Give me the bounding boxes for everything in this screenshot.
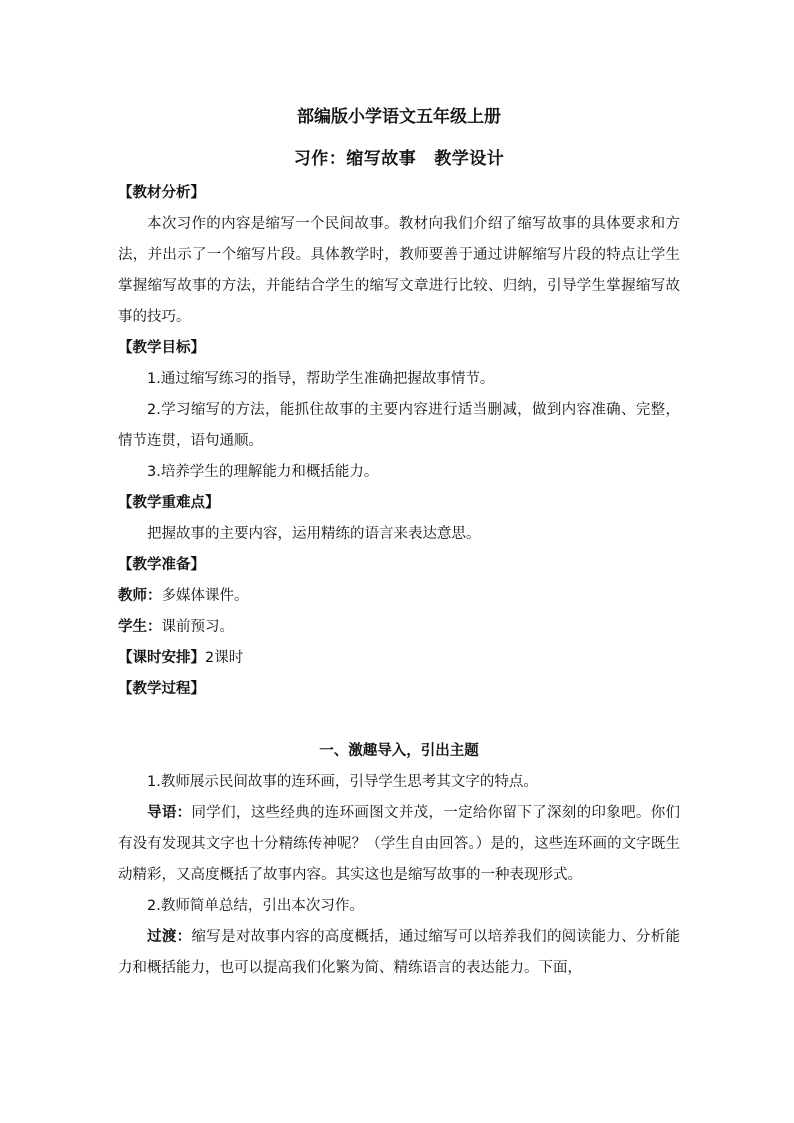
document-subtitle xyxy=(118,144,680,174)
guide-text: 同学们，这些经典的连环画图文并茂，一定给你留下了深刻的印象吧。你们有没有发现其文字也十分精练传神呢？（学生自由回答。）是的，这些连环画的文字既生动精彩，又高度概括了故事内容。其实这也是缩写故事的一种表现形式。 xyxy=(118,805,681,883)
section-1-item-1: 1.教师展示民间故事的连环画，引导学生思考其文字的特点。 xyxy=(147,774,538,790)
guide-label: 导语： xyxy=(147,805,192,821)
section-1-title: 一、激趣导入，引出主题 xyxy=(319,743,479,759)
section-1-guide xyxy=(118,798,680,891)
schedule-line xyxy=(118,643,680,674)
preparation-teacher-text: 多媒体课件。 xyxy=(161,588,249,604)
transition-text: 缩写是对故事内容的高度概括，通过缩写可以培养我们的阅读能力、分析能力和概括能力，也可以提高我们化繁为简、精练语言的表达能力。下面， xyxy=(118,929,681,976)
document-body xyxy=(118,100,680,984)
goal-item-3: 3.培养学生的理解能力和概括能力。 xyxy=(147,464,379,480)
goal-item-1: 1.通过缩写练习的指导，帮助学生准确把握故事情节。 xyxy=(147,371,495,387)
analysis-paragraph: 本次习作的内容是缩写一个民间故事。教材向我们介绍了缩写故事的具体要求和方法，并出示了一个缩写片段。具体教学时，教师要善于通过讲解缩写片段的特点让学生掌握缩写故事的方法，并能结合学生的缩写文章进行比较、归纳，引导学生掌握缩写故事的技巧。 xyxy=(118,216,680,325)
schedule-heading: 【课时安排】 xyxy=(118,650,205,666)
preparation-student xyxy=(118,612,680,643)
preparation-teacher xyxy=(118,581,680,612)
blank-line xyxy=(118,705,680,736)
section-1-transition xyxy=(118,922,680,984)
preparation-heading: 【教学准备】 xyxy=(118,557,205,573)
goals-heading: 【教学目标】 xyxy=(118,340,205,356)
subtitle-kind: 教学设计 xyxy=(434,149,505,169)
analysis-heading: 【教材分析】 xyxy=(118,185,205,201)
key-points-paragraph: 把握故事的主要内容，运用精练的语言来表达意思。 xyxy=(147,526,481,542)
preparation-teacher-label: 教师： xyxy=(118,588,162,604)
subtitle-topic: 习作：缩写故事 xyxy=(293,149,417,169)
document-title: 部编版小学语文五年级上册 xyxy=(297,107,501,127)
schedule-text: 2课时 xyxy=(205,650,244,666)
process-heading: 【教学过程】 xyxy=(118,681,205,697)
preparation-student-label: 学生： xyxy=(118,619,162,635)
section-1-item-2: 2.教师简单总结，引出本次习作。 xyxy=(147,898,364,914)
transition-label: 过渡： xyxy=(147,929,192,945)
key-points-heading: 【教学重难点】 xyxy=(118,495,220,511)
preparation-student-text: 课前预习。 xyxy=(161,619,234,635)
goal-item-2: 2.学习缩写的方法，能抓住故事的主要内容进行适当删减，做到内容准确、完整，情节连贯，语句通顺。 xyxy=(118,402,680,449)
